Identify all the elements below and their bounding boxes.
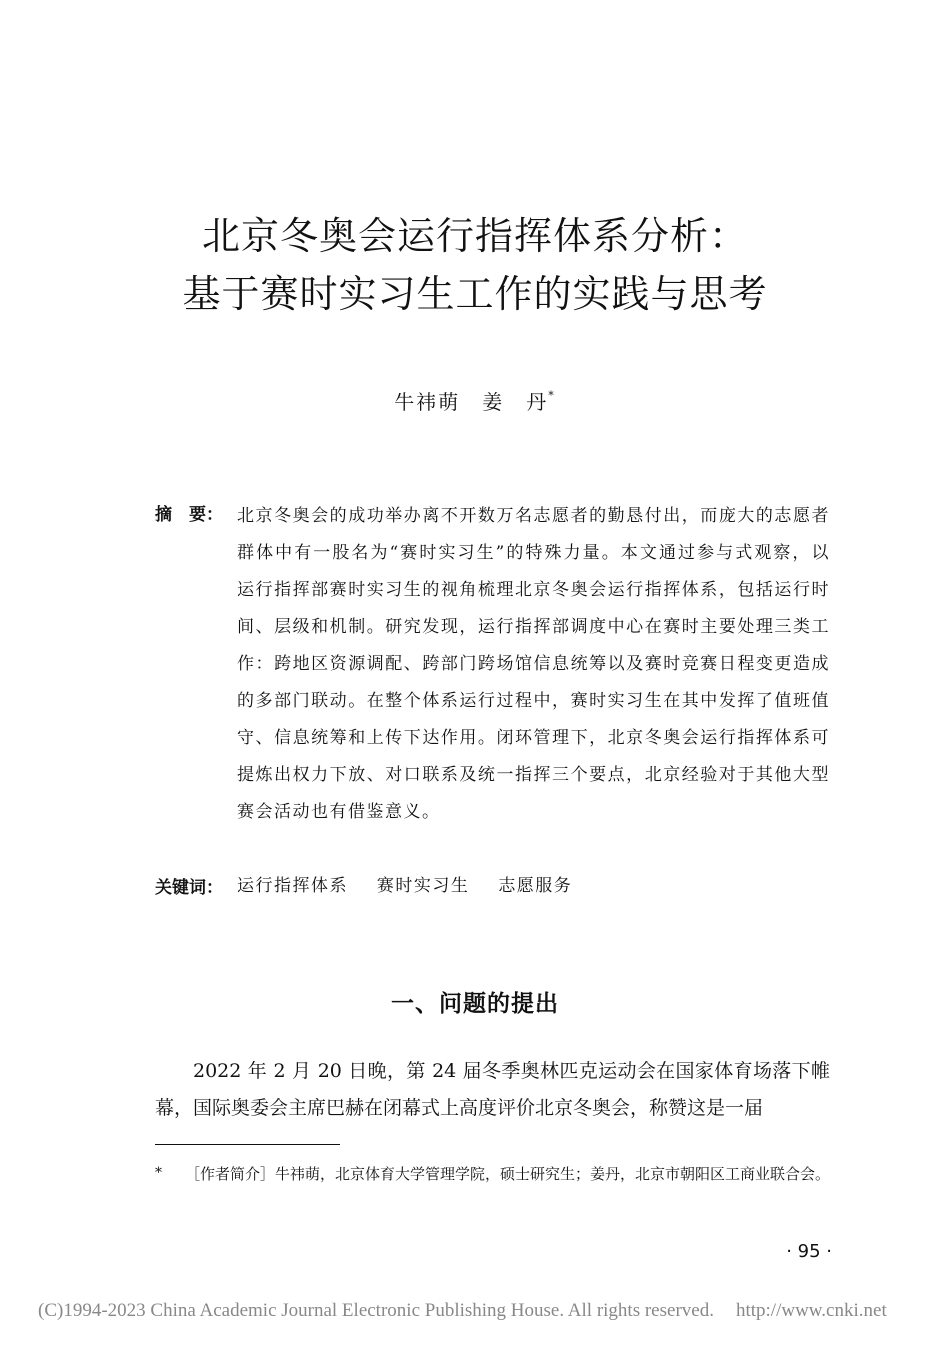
- keywords-label: 关键词：: [155, 878, 223, 898]
- author-line: [0, 386, 950, 415]
- paper-title-line-2: 基于赛时实习生工作的实践与思考: [182, 272, 768, 316]
- section-heading: 一、问题的提出: [391, 991, 559, 1017]
- copyright-footer: [38, 1300, 887, 1322]
- author-names: 牛祎萌 姜 丹: [394, 390, 549, 414]
- abstract-text: 北京冬奥会的成功举办离不开数万名志愿者的勤恳付出，而庞大的志愿者群体中有一股名为“赛时实习生”的特殊力量。本文通过参与式观察，以运行指挥部赛时实习生的视角梳理北京冬奥会运行指挥体系，包括运行时间、层级和机制。研究发现，运行指挥部调度中心在赛时主要处理三类工作：跨地区资源调配、跨部门跨场馆信息统筹以及赛时竞赛日程变更造成的多部门联动。在整个体系运行过程中，赛时实习生在其中发挥了值班值守、信息统筹和上传下达作用。闭环管理下，北京冬奥会运行指挥体系可提炼出权力下放、对口联系及统一指挥三个要点，北京经验对于其他大型赛会活动也有借鉴意义。: [237, 506, 830, 822]
- footnote-mark: *: [155, 1165, 162, 1181]
- page-number: · 95 ·: [786, 1241, 832, 1262]
- keyword-item: 赛时实习生: [376, 876, 470, 896]
- keywords-list: [237, 871, 594, 896]
- abstract-label: 摘 要：: [155, 505, 223, 525]
- keyword-item: 运行指挥体系: [237, 876, 348, 896]
- author-footnote-mark: *: [548, 389, 556, 403]
- paper-title-line-1: 北京冬奥会运行指挥体系分析：: [201, 214, 748, 258]
- body-paragraph: 2022 年 2 月 20 日晚，第 24 届冬季奥林匹克运动会在国家体育场落下帷幕，国际奥委会主席巴赫在闭幕式上高度评价北京冬奥会，称赞这是一届: [155, 1060, 830, 1119]
- keyword-item: 志愿服务: [498, 876, 573, 896]
- copyright-notice: (C)1994-2023 China Academic Journal Electronic Publishing House. All rights reserved.: [38, 1300, 714, 1321]
- footnote-text: ［作者简介］牛祎萌，北京体育大学管理学院，硕士研究生；姜丹，北京市朝阳区工商业联合会。: [185, 1165, 831, 1183]
- footnote-divider: [155, 1144, 340, 1145]
- copyright-url: http://www.cnki.net: [735, 1300, 887, 1321]
